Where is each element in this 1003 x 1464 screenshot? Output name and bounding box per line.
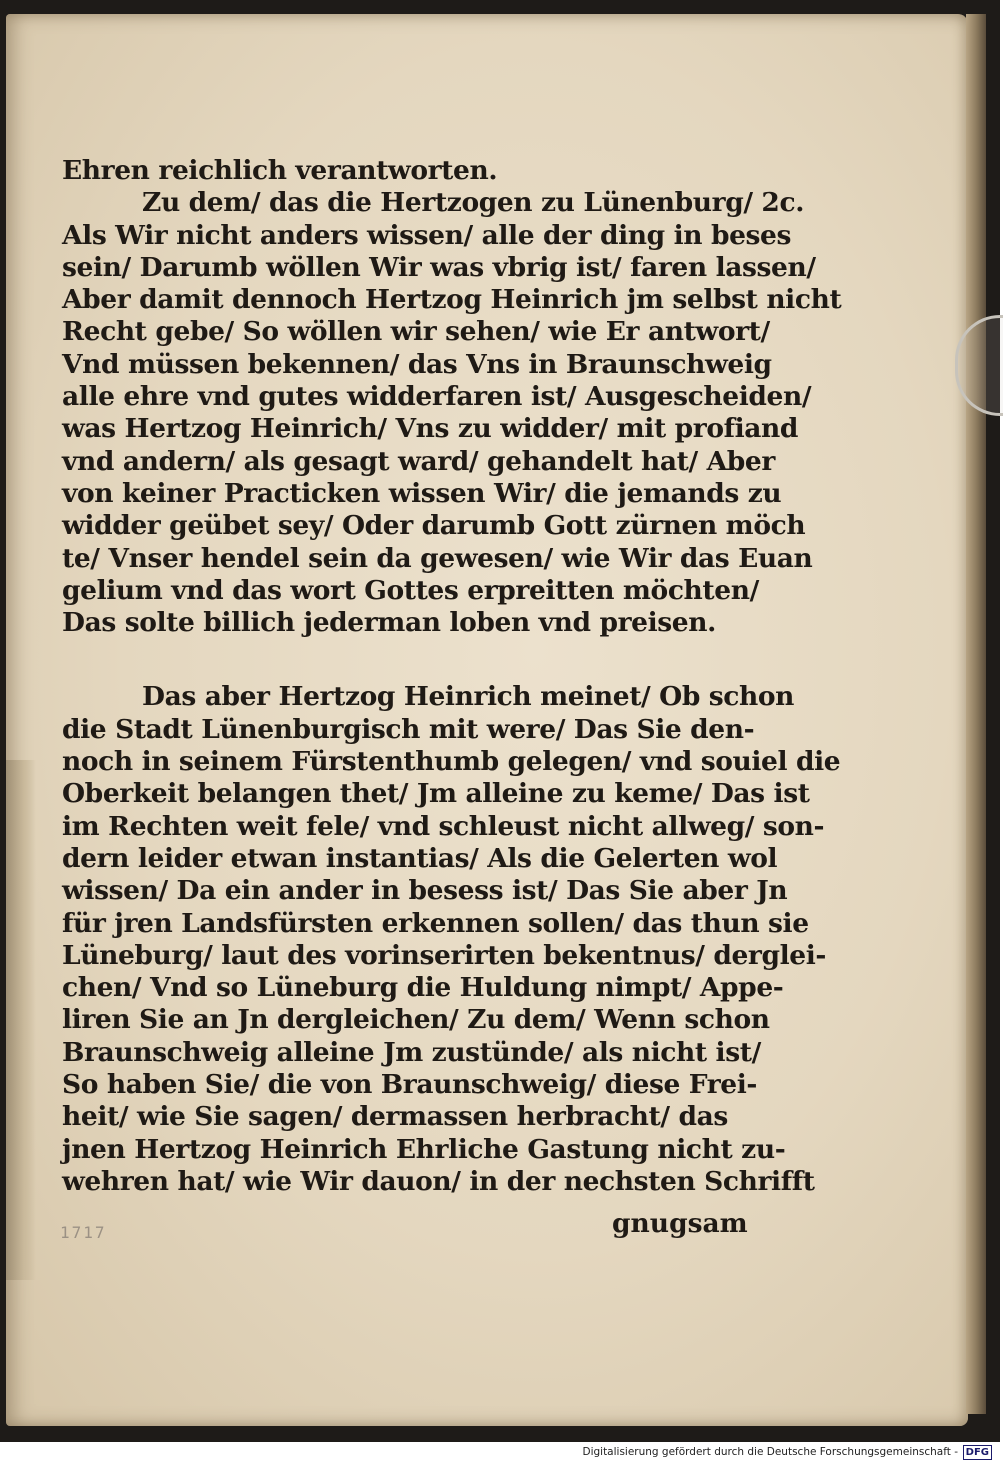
- text-line: für jren Landsfürsten erkennen sollen/ das thun sie: [62, 907, 809, 939]
- text-line: Vnd müssen bekennen/ das Vns in Braunschweig: [62, 348, 772, 380]
- shelfmark: 1717: [60, 1223, 107, 1242]
- page-text: [62, 155, 842, 1198]
- text-line: widder geübet sey/ Oder darumb Gott zürnen möch: [62, 510, 806, 542]
- text-line: im Rechten weit fele/ vnd schleust nicht allweg/ son-: [62, 810, 825, 842]
- funding-credit: Digitalisierung gefördert durch die Deutsche Forschungsgemeinschaft -: [582, 1446, 958, 1458]
- text-line: Das solte billich jederman loben vnd preisen.: [62, 607, 716, 639]
- text-line: Recht gebe/ So wöllen wir sehen/ wie Er antwort/: [62, 316, 770, 348]
- text-line: was Hertzog Heinrich/ Vns zu widder/ mit profiand: [62, 413, 799, 445]
- text-line: gelium vnd das wort Gottes erpreitten möchten/: [62, 574, 759, 606]
- text-line: die Stadt Lünenburgisch mit were/ Das Sie den-: [62, 713, 755, 745]
- text-line: Ehren reichlich verantworten.: [62, 155, 498, 186]
- text-line: vnd andern/ als gesagt ward/ gehandelt hat/ Aber: [62, 445, 775, 477]
- text-line: dern leider etwan instantias/ Als die Gelerten wol: [62, 842, 778, 874]
- page-edge: [966, 14, 986, 1414]
- paragraph-gap: [62, 639, 752, 681]
- text-line: te/ Vnser hendel sein da gewesen/ wie Wir das Euan: [62, 542, 813, 574]
- text-line: Als Wir nicht anders wissen/ alle der ding in beses: [62, 219, 792, 251]
- text-line: So haben Sie/ die von Braunschweig/ diese Frei-: [62, 1069, 758, 1101]
- text-line: Oberkeit belangen thet/ Jm alleine zu keme/ Das ist: [62, 778, 810, 810]
- footer-bar: [0, 1442, 1000, 1464]
- text-line: alle ehre vnd gutes widderfaren ist/ Ausgescheiden/: [62, 381, 812, 413]
- text-line: liren Sie an Jn dergleichen/ Zu dem/ Wenn schon: [62, 1004, 770, 1036]
- text-line: sein/ Darumb wöllen Wir was vbrig ist/ faren lassen/: [62, 251, 816, 283]
- text-line: von keiner Practicken wissen Wir/ die jemands zu: [62, 477, 782, 509]
- text-line: chen/ Vnd so Lüneburg die Huldung nimpt/ Appe-: [62, 972, 784, 1004]
- text-line: heit/ wie Sie sagen/ dermassen herbracht/ das: [62, 1101, 728, 1133]
- text-line: wehren hat/ wie Wir dauon/ in der nechsten Schrifft: [62, 1165, 815, 1197]
- text-line: Das aber Hertzog Heinrich meinet/ Ob schon: [142, 681, 795, 713]
- text-line: Zu dem/ das die Hertzogen zu Lünenburg/ 2c.: [142, 187, 805, 219]
- text-line: Lüneburg/ laut des vorinserirten bekentnus/ derglei-: [62, 939, 827, 971]
- text-line: noch in seinem Fürstenthumb gelegen/ vnd souiel die: [62, 746, 841, 778]
- dfg-logo-icon: DFG: [963, 1445, 992, 1460]
- text-line: wissen/ Da ein ander in besess ist/ Das Sie aber Jn: [62, 875, 788, 907]
- text-line: jnen Hertzog Heinrich Ehrliche Gastung nicht zu-: [62, 1133, 786, 1165]
- catchword: gnugsam: [612, 1208, 748, 1239]
- book-spine-shadow: [6, 760, 36, 1280]
- text-line: Braunschweig alleine Jm zustünde/ als nicht ist/: [62, 1036, 761, 1068]
- text-line: Aber damit dennoch Hertzog Heinrich jm selbst nicht: [62, 284, 842, 316]
